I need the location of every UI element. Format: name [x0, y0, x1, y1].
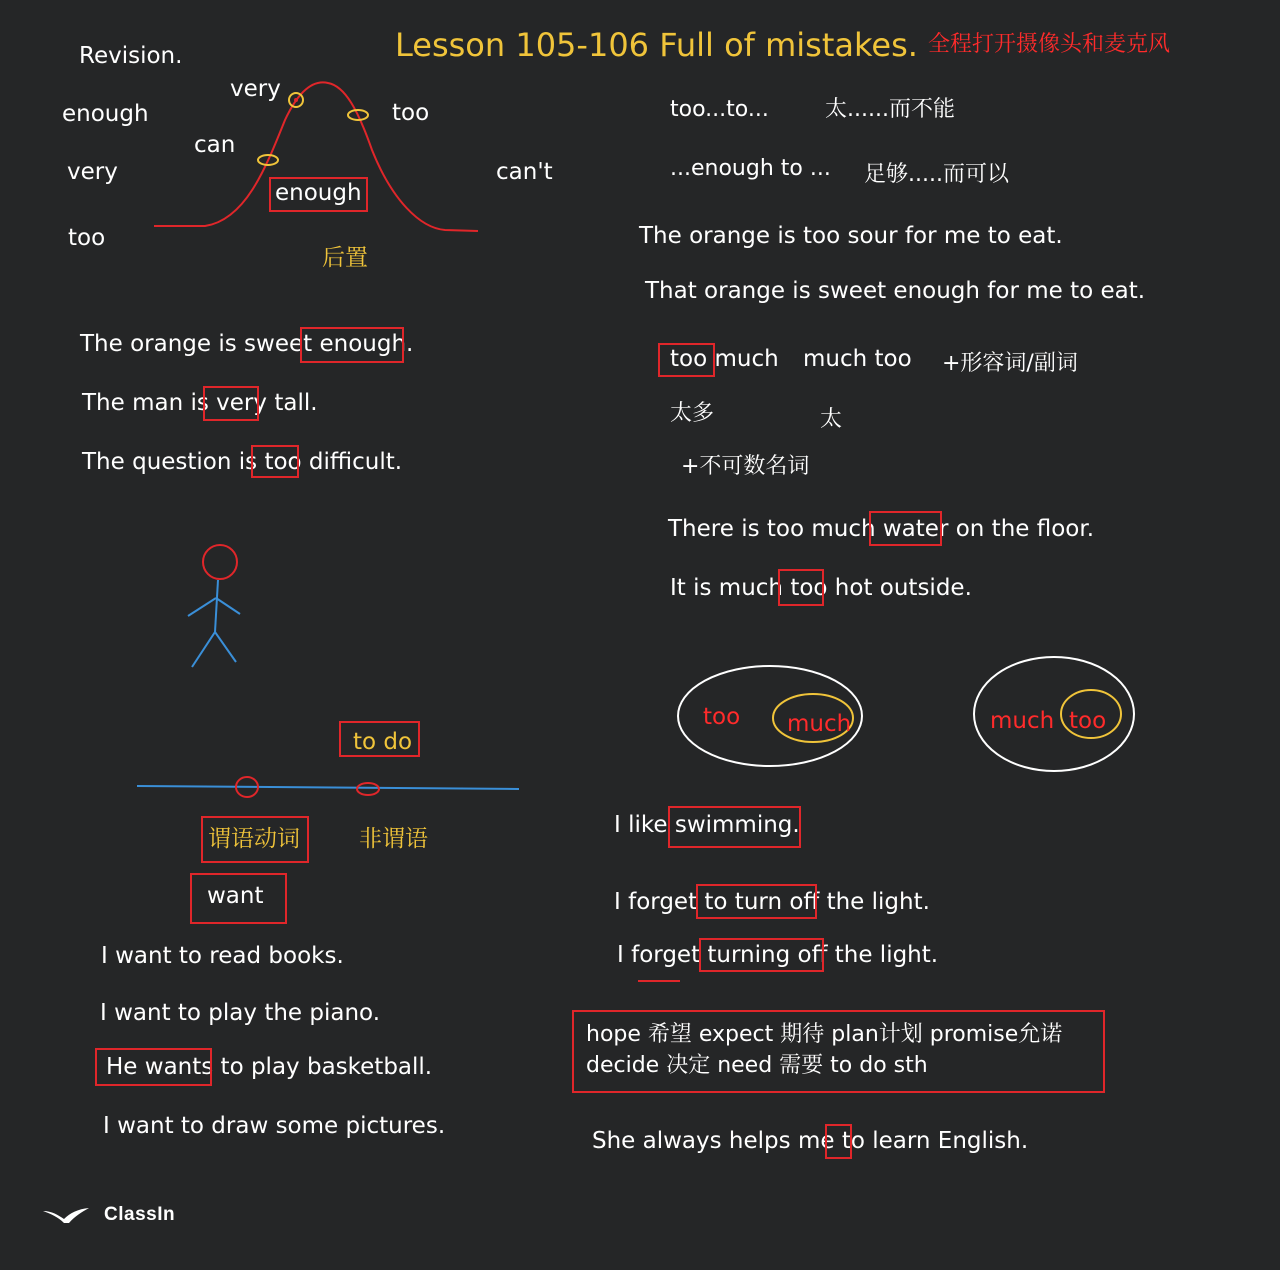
- to-do-label: to do: [353, 729, 413, 755]
- revision-label: Revision.: [79, 43, 183, 69]
- uncountable-label: +不可数名词: [681, 454, 810, 479]
- example-hot-outside: It is much too hot outside.: [670, 575, 972, 601]
- example-swimming: I like swimming.: [614, 812, 800, 838]
- marker-very: [289, 93, 303, 107]
- pattern-enough-to: ...enough to ...: [670, 156, 831, 181]
- ellipse1-much: much: [787, 711, 852, 737]
- lesson-title: Lesson 105-106 Full of mistakes.: [395, 26, 918, 64]
- example-basketball: He wants to play basketball.: [106, 1054, 433, 1080]
- example-water: There is too much water on the floor.: [668, 516, 1095, 542]
- non-predicate-label: 非谓语: [359, 826, 428, 852]
- pattern-too-to: too...to...: [670, 97, 769, 122]
- pattern-enough-to-cn: 足够.....而可以: [864, 162, 1009, 187]
- tai-label: 太: [820, 407, 843, 432]
- example-too-difficult: The question is too difficult.: [82, 449, 403, 475]
- example-sweet-enough: The orange is sweet enough.: [80, 331, 414, 357]
- classin-logo: [42, 1204, 175, 1226]
- example-helps-me: She always helps me to learn English.: [592, 1128, 1029, 1154]
- timeline-line: [137, 786, 519, 789]
- highlight-box-too-hot: [778, 569, 824, 606]
- ellipse2-much: much: [990, 708, 1055, 734]
- example-play-piano: I want to play the piano.: [100, 1000, 381, 1026]
- curve-label-cant: can't: [496, 159, 553, 185]
- timeline-marker-predicate: [236, 777, 258, 797]
- marker-too: [348, 110, 368, 120]
- highlight-box-turning-off: [699, 938, 824, 972]
- highlight-box-too: [251, 445, 299, 478]
- highlight-box-swimming: [668, 806, 801, 848]
- much-too-label: much too: [803, 346, 912, 372]
- example-draw-pictures: I want to draw some pictures.: [103, 1113, 446, 1139]
- verbs-line-1: hope 希望 expect 期待 plan计划 promise允诺: [586, 1022, 1063, 1047]
- predicate-verb-label: 谓语动词: [208, 826, 300, 852]
- want-label: want: [207, 883, 264, 909]
- highlight-box-enough: [300, 327, 404, 363]
- post-position-label: 后置: [322, 245, 368, 271]
- taiduo-label: 太多: [670, 401, 715, 426]
- sentence-sweet-enough: That orange is sweet enough for me to eat.: [645, 278, 1146, 304]
- highlight-box-too-much: [658, 343, 715, 377]
- adj-adv-label: +形容词/副词: [942, 351, 1078, 376]
- example-forget-to-turn-off: I forget to turn off the light.: [614, 889, 930, 915]
- highlight-box-to: [825, 1124, 852, 1159]
- stick-figure-head: [203, 545, 237, 579]
- word-enough: enough: [62, 101, 149, 127]
- example-read-books: I want to read books.: [101, 943, 344, 969]
- highlight-box-to-turn-off: [696, 884, 817, 919]
- word-too: too: [68, 225, 106, 251]
- example-forget-turning-off: I forget turning off the light.: [617, 942, 939, 968]
- ellipse2-too: too: [1069, 708, 1107, 734]
- too-much-label: too much: [670, 346, 779, 372]
- pattern-too-to-cn: 太......而不能: [825, 97, 955, 122]
- highlight-box-water: [869, 511, 942, 546]
- curve-label-very: very: [230, 76, 281, 102]
- highlight-box-very: [203, 386, 259, 421]
- highlight-enough: enough.: [319, 331, 414, 357]
- ellipse1-too: too: [703, 704, 741, 730]
- camera-mic-notice: 全程打开摄像头和麦克风: [928, 32, 1171, 57]
- sentence-too-sour: The orange is too sour for me to eat.: [639, 223, 1063, 249]
- classin-logo-text: ClassIn: [104, 1204, 176, 1225]
- example-very-tall: The man is very tall.: [82, 390, 318, 416]
- word-very: very: [67, 159, 118, 185]
- curve-label-enough: enough: [275, 180, 362, 206]
- marker-can: [258, 155, 278, 165]
- verbs-line-2: decide 决定 need 需要 to do sth: [586, 1053, 928, 1078]
- highlight-box-he-wants: [95, 1048, 212, 1086]
- curve-label-too: too: [392, 100, 430, 126]
- curve-label-can: can: [194, 132, 236, 158]
- bird-icon: [42, 1205, 90, 1225]
- timeline-marker-non-predicate: [357, 783, 379, 795]
- stick-figure-body: [188, 580, 240, 667]
